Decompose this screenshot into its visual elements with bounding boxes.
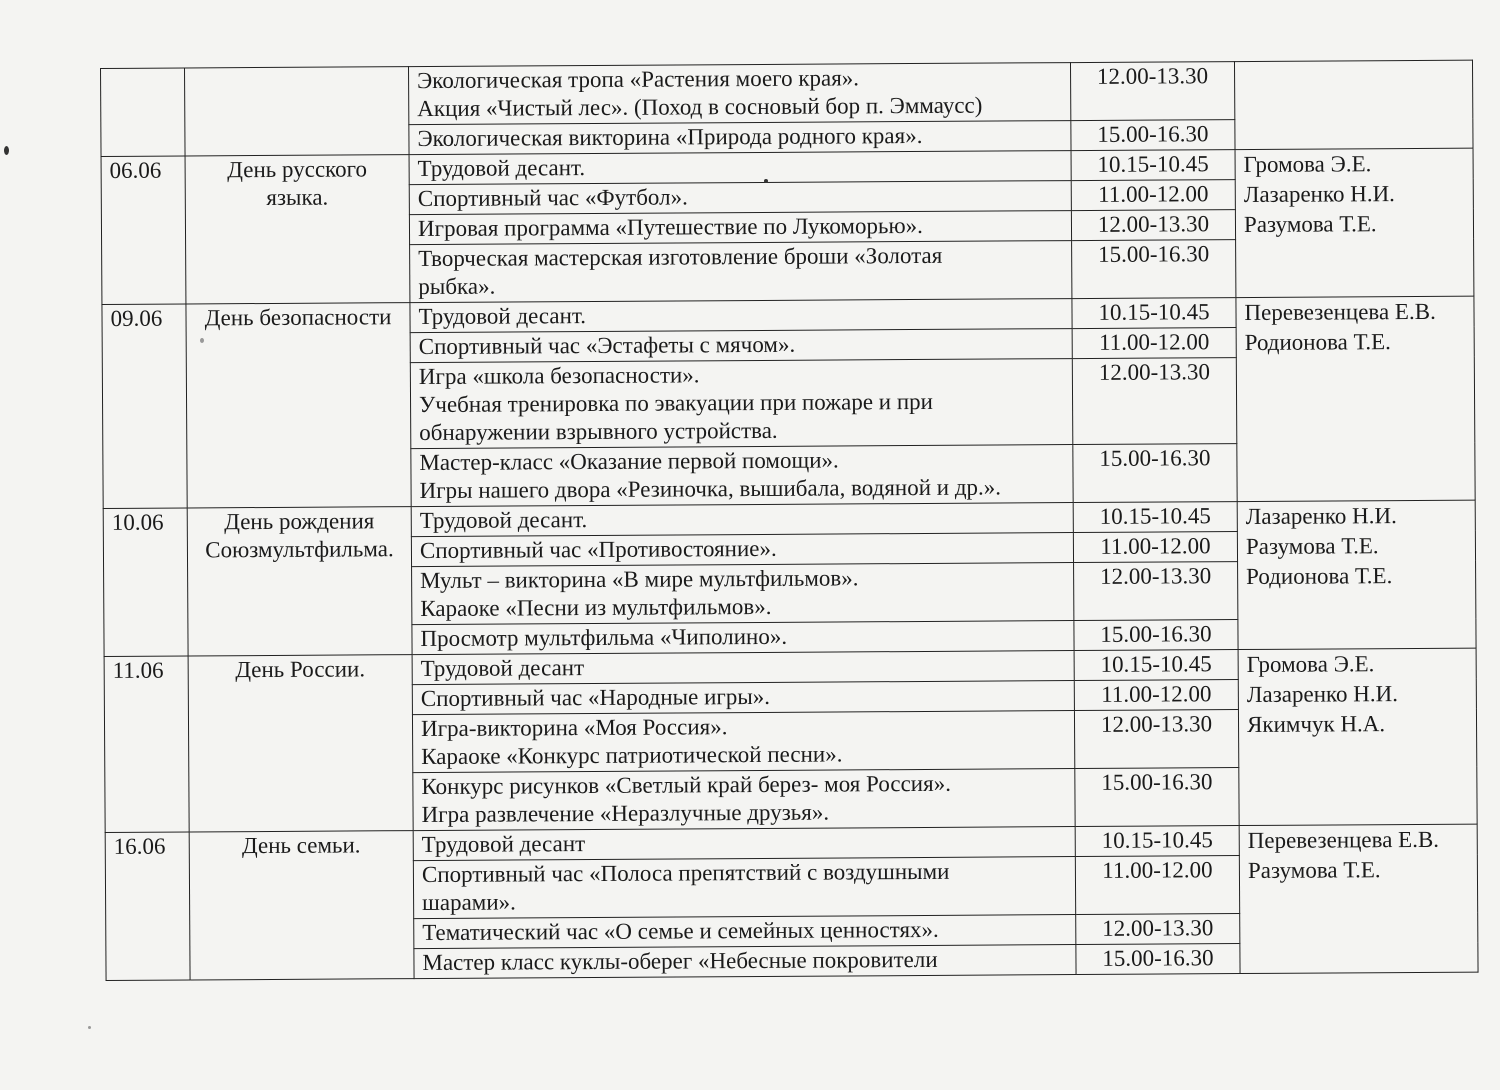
time-cell: 10.15-10.45 <box>1073 502 1237 533</box>
activity-cell <box>409 151 1071 185</box>
responsible-cell <box>1235 148 1474 297</box>
activity-line: Караоке «Песни из мультфильмов». <box>420 593 772 622</box>
date-cell: 16.06 <box>105 832 190 981</box>
time-cell: 11.00-12.00 <box>1071 180 1235 211</box>
activity-line: Трудовой десант. <box>418 303 587 330</box>
time-cell: 11.00-12.00 <box>1073 532 1237 563</box>
time-cell: 12.00-13.30 <box>1076 914 1240 945</box>
day-theme-cell: День русского языка. <box>185 155 410 304</box>
time-cell: 15.00-16.30 <box>1072 240 1236 299</box>
responsible-person: Перевезенцева Е.В. <box>1247 826 1440 854</box>
day-theme-cell: День рождения Союзмультфильма. <box>187 507 412 656</box>
date-cell <box>101 68 186 157</box>
activity-line: Акция «Чистый лес». (Поход в сосновый бор п. Эммаусс) <box>417 92 983 122</box>
responsible-person: Громова Э.Е. <box>1246 651 1375 678</box>
responsible-cell <box>1238 648 1477 825</box>
activity-cell <box>410 329 1072 363</box>
date-cell: 09.06 <box>102 304 187 509</box>
date-cell: 11.06 <box>104 656 189 833</box>
activity-line: Игра развлечение «Неразлучные друзья». <box>421 799 830 828</box>
responsible-cell <box>1237 500 1476 649</box>
activity-line: Просмотр мультфильма «Чиполино». <box>420 623 788 652</box>
time-cell: 11.00-12.00 <box>1072 328 1236 359</box>
activity-line: Конкурс рисунков «Светлый край берез- моя Россия». <box>421 770 951 800</box>
date-cell: 10.06 <box>103 508 188 657</box>
activity-cell <box>413 857 1075 919</box>
responsible-cell <box>1234 60 1473 149</box>
activity-line: рыбка». <box>418 273 496 300</box>
activity-line: Трудовой десант <box>421 831 586 858</box>
activity-line: Учебная тренировка по эвакуации при пожаре и при <box>418 388 934 418</box>
time-cell: 11.00-12.00 <box>1074 680 1238 711</box>
date-cell: 06.06 <box>101 156 186 305</box>
schedule-table <box>100 60 1479 981</box>
scan-speck <box>200 338 204 343</box>
activity-cell <box>409 211 1071 245</box>
activity-cell <box>412 651 1074 685</box>
activity-cell <box>412 621 1074 655</box>
activity-line: Экологическая тропа «Растения моего края». <box>417 65 860 94</box>
scan-speck <box>4 146 9 155</box>
activity-cell <box>411 533 1073 567</box>
activity-line: шарами». <box>422 889 516 916</box>
time-cell: 15.00-16.30 <box>1073 444 1237 503</box>
responsible-cell <box>1239 824 1478 973</box>
activity-cell <box>410 241 1072 303</box>
time-cell: 15.00-16.30 <box>1076 944 1240 975</box>
activity-cell <box>414 945 1076 979</box>
responsible-cell <box>1236 296 1475 501</box>
activity-cell <box>409 121 1071 155</box>
activity-line: Игра «школа безопасности». <box>418 362 700 390</box>
time-cell: 12.00-13.30 <box>1072 358 1237 445</box>
schedule-body <box>101 60 1479 980</box>
activity-cell <box>413 769 1075 831</box>
time-cell: 10.15-10.45 <box>1074 650 1238 681</box>
activity-line: Спортивный час «Эстафеты с мячом». <box>418 331 796 360</box>
day-theme-cell <box>185 67 410 156</box>
responsible-person: Перевезенцева Е.В. <box>1244 298 1436 326</box>
time-cell: 12.00-13.30 <box>1074 710 1238 769</box>
day-theme-cell: День безопасности <box>186 303 411 508</box>
activity-line: Мастер-класс «Оказание первой помощи». <box>419 447 839 476</box>
activity-cell <box>410 359 1073 449</box>
responsible-person: Лазаренко Н.И. <box>1245 503 1397 530</box>
responsible-person: Родионова Т.Е. <box>1244 329 1391 356</box>
activity-line: Спортивный час «Противостояние». <box>419 535 777 564</box>
activity-line: Тематический час «О семье и семейных ценностях». <box>422 916 939 946</box>
activity-line: Экологическая викторина «Природа родного края». <box>417 122 923 152</box>
activity-cell <box>412 711 1074 773</box>
activity-cell <box>410 299 1072 333</box>
scan-speck <box>88 1026 91 1029</box>
activity-line: Трудовой десант. <box>417 155 586 182</box>
activity-cell <box>413 827 1075 861</box>
activity-cell <box>408 63 1070 125</box>
responsible-person: Разумова Т.Е. <box>1243 211 1377 238</box>
activity-cell <box>409 181 1071 215</box>
activity-line: Творческая мастерская изготовление броши «Золотая <box>418 242 943 272</box>
activity-line: Игровая программа «Путешествие по Лукоморью». <box>417 212 923 242</box>
activity-cell <box>411 445 1073 507</box>
time-cell: 10.15-10.45 <box>1075 826 1239 857</box>
responsible-person: Лазаренко Н.И. <box>1243 181 1395 208</box>
activity-line: Игры нашего двора «Резиночка, вышибала, водяной и др.». <box>419 474 1002 504</box>
activity-line: Мульт – викторина «В мире мультфильмов». <box>420 565 859 594</box>
day-theme-cell: День России. <box>188 655 413 832</box>
activity-line: Мастер класс куклы-оберег «Небесные покровители <box>422 946 938 976</box>
time-cell: 12.00-13.30 <box>1070 62 1234 121</box>
activity-line: Трудовой десант. <box>419 507 588 534</box>
scan-speck <box>764 179 768 183</box>
activity-line: Спортивный час «Полоса препятствий с воздушными <box>421 858 950 888</box>
activity-line: Игра-викторина «Моя Россия». <box>420 714 728 742</box>
time-cell: 10.15-10.45 <box>1071 150 1235 181</box>
activity-line: Караоке «Конкурс патриотической песни». <box>421 741 843 770</box>
time-cell: 15.00-16.30 <box>1075 768 1239 827</box>
responsible-person: Родионова Т.Е. <box>1246 563 1393 590</box>
time-cell: 15.00-16.30 <box>1071 120 1235 151</box>
activity-cell <box>412 563 1074 625</box>
activity-cell <box>411 503 1073 537</box>
activity-line: Спортивный час «Футбол». <box>417 184 688 212</box>
responsible-person: Лазаренко Н.И. <box>1246 681 1399 708</box>
time-cell: 11.00-12.00 <box>1075 856 1239 915</box>
activity-cell <box>414 915 1076 949</box>
responsible-person: Разумова Т.Е. <box>1247 857 1381 884</box>
responsible-person: Разумова Т.Е. <box>1245 533 1379 560</box>
responsible-person: Громова Э.Е. <box>1243 151 1372 178</box>
activity-cell <box>412 681 1074 715</box>
time-cell: 15.00-16.30 <box>1074 620 1238 651</box>
activity-line: Спортивный час «Народные игры». <box>420 683 771 712</box>
time-cell: 10.15-10.45 <box>1072 298 1236 329</box>
activity-line: обнаружении взрывного устройства. <box>419 417 778 446</box>
day-theme-cell: День семьи. <box>189 831 414 980</box>
time-cell: 12.00-13.30 <box>1074 562 1238 621</box>
schedule-row <box>101 60 1473 126</box>
activity-line: Трудовой десант <box>420 655 585 682</box>
responsible-person: Якимчук Н.А. <box>1246 711 1386 738</box>
time-cell: 12.00-13.30 <box>1071 210 1235 241</box>
